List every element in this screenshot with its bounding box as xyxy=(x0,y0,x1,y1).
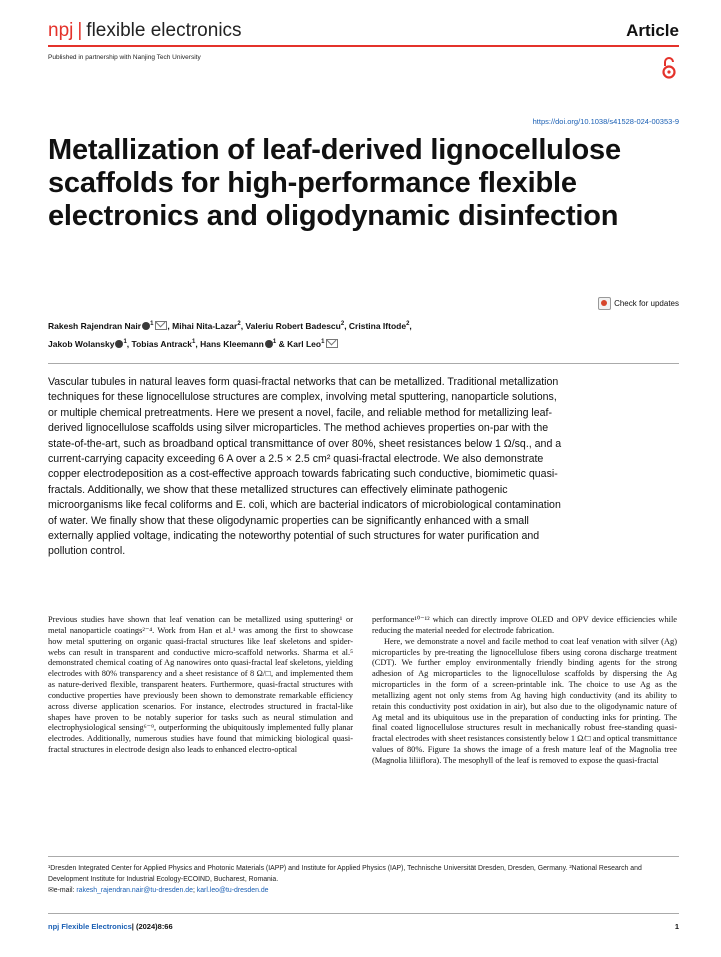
header-rule xyxy=(48,45,679,47)
email-icon[interactable] xyxy=(155,321,167,330)
affiliation-marker: 1 xyxy=(123,338,127,345)
journal-brand: npj xyxy=(48,20,74,41)
article-title: Metallization of leaf-derived lignocellulose scaffolds for high-performance flexible electronics and oligodynamic disinfection xyxy=(48,134,621,232)
author-list xyxy=(48,316,568,352)
author-name[interactable]: Hans Kleemann xyxy=(200,338,264,349)
orcid-icon[interactable] xyxy=(265,340,273,348)
page-number: 1 xyxy=(674,922,679,931)
abstract: Vascular tubules in natural leaves form quasi-fractal networks that can be metallized. Traditional metallization techniques for these lignocellulose structures are complex, involving metal sputtering, nanoparticle solutions, or multiple chemical pretreatments. Here we present a novel, facile, and reliable method for metallizing leaf-derived lignocellulose scaffolds using silver microparticles. The method achieves properties on-par with the state-of-the-art, such as broadband optical transmittance of over 80%, sheet resistances below 1 Ω/sq., and a current-carrying capacity exceeding 6 A over a 2.5 × 2.5 cm² quasi-fractal electrode. We also demonstrate copper electrodeposition as a cost-effective approach towards fabricating such conductive, biomimetic quasi-fractals. Additionally, we show that these metallized structures can effectively eliminate pathogenic microorganisms like fecal coliforms and E. coli, which are bacterial indicators of microbiological contamination of water. We finally show that these oligodynamic properties can be significantly enhanced with a small externally applied voltage, indicating the noteworthy potential of such structures for water purification and pollution control. xyxy=(48,376,562,558)
author-separator: , xyxy=(195,338,201,349)
orcid-icon[interactable] xyxy=(142,322,150,330)
footer-volume: | (2024)8:66 xyxy=(131,922,173,931)
author-name[interactable]: Tobias Antrack xyxy=(131,338,192,349)
email-label: e-mail: xyxy=(53,887,77,894)
body-column-right xyxy=(372,615,677,767)
journal-separator: | xyxy=(77,20,83,41)
body-paragraph: performance¹⁰⁻¹² which can directly improve OLED and OPV device efficiencies while reducing the material needed for electrode fabrication. xyxy=(372,615,677,635)
body-column-left xyxy=(48,615,353,756)
email-link[interactable]: rakesh_rajendran.nair@tu-dresden.de xyxy=(76,887,193,894)
mail-icon: ✉ xyxy=(48,887,54,894)
affiliations xyxy=(48,863,679,896)
affiliation-marker: 1 xyxy=(321,338,325,345)
open-access-icon[interactable] xyxy=(661,56,677,80)
footer-journal[interactable]: npj Flexible Electronics xyxy=(48,922,132,931)
check-for-updates-button[interactable] xyxy=(598,297,679,310)
affiliation-marker: 1 xyxy=(192,338,196,345)
email-separator: ; xyxy=(192,887,197,894)
footer-citation xyxy=(48,922,173,931)
crossmark-icon xyxy=(598,297,611,310)
divider xyxy=(48,913,679,914)
check-for-updates-label: Check for updates xyxy=(614,299,679,308)
body-paragraph: Previous studies have shown that leaf venation can be metallized using sputtering¹ or metal nanoparticle coatings²⁻⁴. Work from Han et al.¹ was among the first to showcase how metal sputtering on organic quasi-fractal structures like leaf skeletons and spider-webs can result in transparent and conductive micro-scaffold networks. Sharma et al.⁵ demonstrated chemical coating of Ag nanowires onto quasi-fractal leaf skeletons, yielding electrodes with 80% transparency and a sheet resistance of 8 Ω/□, and implemented them as nature-derived flexible, transparent heaters. Furthermore, quasi-fractal structures with conductive properties have previously been shown to demonstrate remarkable efficiency across diverse application scenarios. For instance, electrodes structured in fractal-like shapes have proven to be notably superior for tasks such as neural stimulation and electrophysiological sensing⁶⁻⁹, outperforming the ubiquitously implemented fully planar electrodes. Additionally, numerous studies have found that mimicking biological quasi-fractal structures in electrode design also leads to enhanced electro-optical xyxy=(48,615,353,755)
author-name[interactable]: Karl Leo xyxy=(287,338,322,349)
affiliation-marker: 2 xyxy=(406,321,410,327)
divider xyxy=(48,363,679,364)
author-separator: , xyxy=(240,320,246,331)
author-name[interactable]: Cristina Iftode xyxy=(348,320,407,331)
journal-name: flexible electronics xyxy=(86,20,242,41)
affiliation-marker: 1 xyxy=(272,338,277,345)
doi-link[interactable]: https://doi.org/10.1038/s41528-024-00353-9 xyxy=(532,117,679,126)
body-paragraph: Here, we demonstrate a novel and facile method to coat leaf venation with silver (Ag) microparticles by pre-treating the lignocellulose fibers using corona discharge treatment (CDT). We further employ environmentally friendly binding agents for the strong adhesion of Ag microparticles to the lignocellulose scaffolds by dispersing the Ag microparticles in the form of a screen-printable ink. The choice to use Ag as the metallizing agent not only stems from Ag having high conductivity (and its ability to retain this conductivity post oxidation in air), but also due to the oligodynamic nature of Ag metal and its ubiquitous use in the preparation of conducting inks for printing. The final coated lignocellulose structures result in mechanically robust free-standing quasi-fractal electrodes with sheet resistances consistently below 1 Ω/□ and optical transmittance values of 80%. Figure 1a shows the image of a fresh mature leaf of the Magnolia tree (Magnolia liliiflora). The mesophyll of the leaf is removed to expose the quasi-fractal xyxy=(372,636,678,765)
author-name[interactable]: Valeriu Robert Badescu xyxy=(245,320,341,331)
author-separator: , xyxy=(167,320,173,331)
author-separator: , xyxy=(409,320,412,331)
journal-header xyxy=(48,20,242,42)
affiliation-text: ¹Dresden Integrated Center for Applied Physics and Photonic Materials (IAPP) and Institute for Applied Physics (IAP), Technische Universität Dresden, Dresden, Germany. ²National Research and Development Institute for Industrial Ecology-ECOIND, Bucharest, Romania. xyxy=(48,865,642,883)
partnership-note: Published in partnership with Nanjing Tech University xyxy=(48,54,201,61)
affiliation-marker: 2 xyxy=(340,321,345,327)
affiliation-marker: 1 xyxy=(150,321,154,327)
author-separator: , xyxy=(344,320,349,331)
author-name[interactable]: Mihai Nita-Lazar xyxy=(172,320,238,331)
author-name[interactable]: Jakob Wolansky xyxy=(48,338,115,349)
divider xyxy=(48,856,679,857)
author-separator: , xyxy=(126,338,132,349)
affiliation-marker: 2 xyxy=(237,321,241,327)
author-name[interactable]: Rakesh Rajendran Nair xyxy=(48,320,142,331)
article-type-label: Article xyxy=(626,21,679,40)
author-separator: & xyxy=(276,338,288,349)
email-icon[interactable] xyxy=(326,339,338,348)
email-link[interactable]: karl.leo@tu-dresden.de xyxy=(196,887,269,894)
